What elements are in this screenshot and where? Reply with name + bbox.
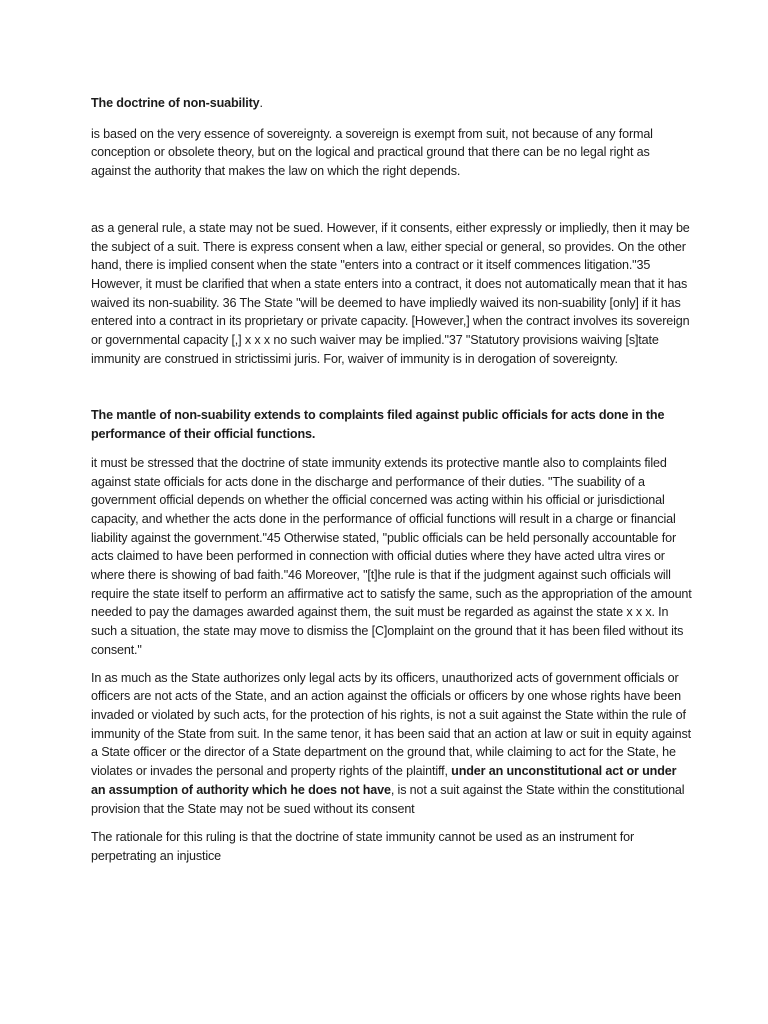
paragraph-rationale: The rationale for this ruling is that the doctrine of state immunity cannot be used as an instrument for perpetrating an injustice [91,830,635,863]
paragraph-sovereignty: is based on the very essence of sovereignty. a sovereign is exempt from suit, not because of any formal conception or obsolete theory, but on the logical and practical ground that there can be no legal right as against the authority that makes the law on which the right depends. [91,126,653,179]
paragraph-text-lead: In as much as the State authorizes only legal acts by its officers, unauthorized acts of government officials or officers are not acts of the State, and an action against the officials or officers by one whose rights have been invaded or violated by such acts, for the protection of his rights, is not a suit against the State within the rule of immunity of the State from suit. In the same tenor, it has been said that an action at law or suit in equity against a State officer or the director of a State department on the ground that, while claiming to act for the State, he violates or invades the personal and property rights of the plaintiff, [91,670,692,779]
heading-text: The doctrine of non-suability [91,96,260,110]
paragraph-state-immunity: it must be stressed that the doctrine of state immunity extends its protective mantle also to complaints filed against state officials for acts done in the discharge and performance of their duties. "The suability of a government official depends on whether the official concerned was acting within his official or jurisdictional capacity, and whether the acts done in the performance of official functions will result in a charge or financial liability against the government."45 Otherwise stated, "public officials can be held personally accountable for acts claimed to have been performed in connection with official duties where they have acted ultra vires or where there is showing of bad faith."46 Moreover, "[t]he rule is that if the judgment against such officials will require the state itself to perform an affirmative act to satisfy the same, such as the appropriation of the amount needed to pay the damages awarded against them, the suit must be regarded as against the state x x x. In such a situation, the state may move to dismiss the [C]omplaint on the ground that it has been filed without its consent." [91,455,692,657]
section-heading-doctrine [91,94,692,113]
paragraph-unauthorized-acts [91,669,692,819]
paragraph-text-tail: , is not a suit against the State within the constitutional provision that the State may not be sued without its consent [91,782,685,816]
section-heading-mantle: The mantle of non-suability extends to complaints filed against public officials for acts done in the performance of their official functions. [91,408,665,442]
emphasized-text: under an unconstitutional act or under an assumption of authority which he does not have [91,764,677,797]
paragraph-general-rule: as a general rule, a state may not be sued. However, if it consents, either expressly or impliedly, then it may be the subject of a suit. There is express consent when a law, either special or general, so provides. On the other hand, there is implied consent when the state "enters into a contract or it itself commences litigation."35 However, it must be clarified that when a state enters into a contract, it does not automatically mean that it has waived its non-suability. 36 The State "will be deemed to have impliedly waived its non-suability [only] if it has entered into a contract in its proprietary or private capacity. [However,] when the contract involves its sovereign or governmental capacity [,] x x x no such waiver may be implied."37 "Statutory provisions waiving [s]tate immunity are construed in strictissimi juris. For, waiver of immunity is in derogation of sovereignty. [91,220,690,366]
heading-period: . [259,96,263,110]
